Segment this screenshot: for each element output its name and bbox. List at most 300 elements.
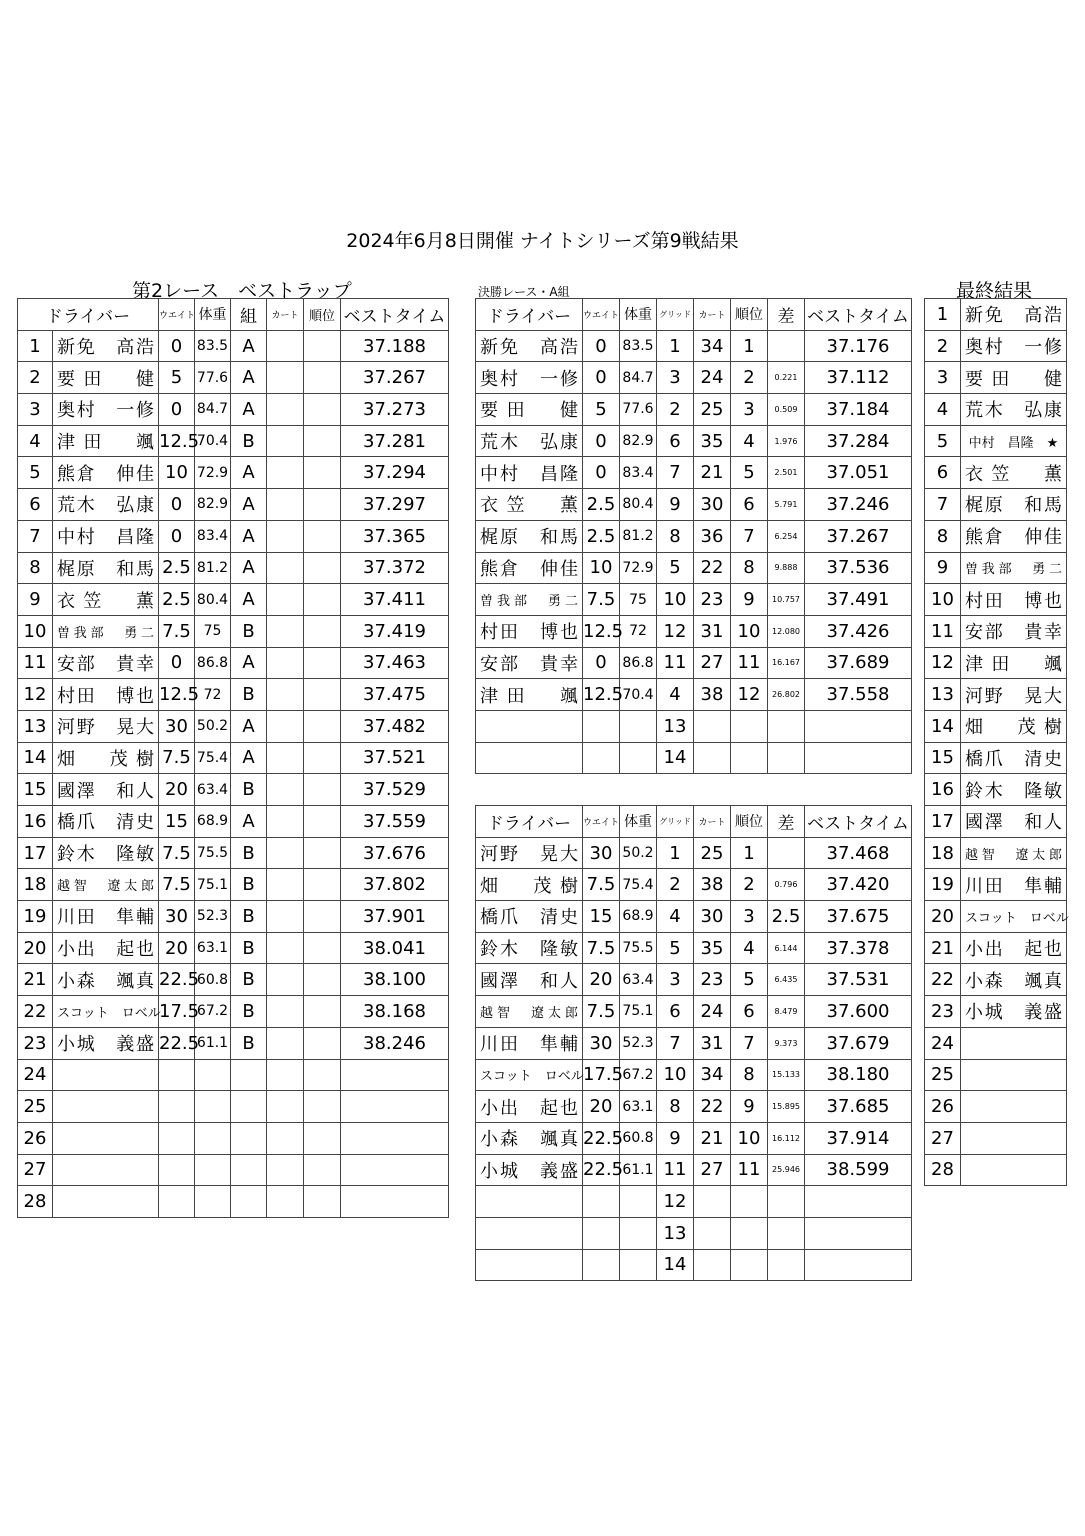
table-cell: 37.482 [341,710,449,742]
table-cell [768,1186,805,1218]
driver-name: 曽我部 勇二 [476,584,583,616]
table-cell: 9 [731,1091,768,1123]
driver-name [476,1249,583,1281]
table-cell [304,837,341,869]
table-cell: 7.5 [159,869,195,901]
table-cell: 16 [18,806,53,838]
table-cell: 63.1 [195,932,231,964]
page-title: 2024年6月8日開催 ナイトシリーズ第9戦結果 [346,230,739,252]
table-cell [267,837,304,869]
table-cell: 37.802 [341,869,449,901]
table-cell: 2 [731,869,768,901]
final-position: 2 [925,330,961,362]
table-cell: 4 [657,901,694,933]
driver-name: 小城 義盛 [476,1154,583,1186]
final-position: 14 [925,710,961,742]
table-cell [583,1186,620,1218]
table-row [18,742,449,774]
table-row [925,1154,1067,1186]
table-cell: 37.914 [805,1122,912,1154]
driver-name: 村田 博也 [53,679,159,711]
table-cell [694,1186,731,1218]
table-cell [267,710,304,742]
table-cell: 9 [657,1122,694,1154]
table-row [476,520,912,552]
table-cell [304,584,341,616]
driver-name: 曽我部 勇二 [961,552,1067,584]
driver-name [53,1186,159,1218]
header-col: ドライバー [476,806,583,838]
table-cell: 7 [657,457,694,489]
table-row [925,299,1067,331]
table-cell [694,710,731,742]
header-col: 差 [768,299,805,331]
table-row [476,932,912,964]
table-cell: 0 [583,647,620,679]
final-position: 20 [925,901,961,933]
final-position: 10 [925,584,961,616]
finalA-table [475,298,912,774]
driver-name: 川田 隼輔 [961,869,1067,901]
driver-name: 中村 昌隆 ★ [961,425,1067,457]
table-row [476,330,912,362]
table-row [18,362,449,394]
table-cell: 10 [657,1059,694,1091]
header-col: 順位 [731,299,768,331]
table-cell: 37.600 [805,996,912,1028]
final-position: 22 [925,964,961,996]
table-cell [231,1091,267,1123]
table-row [476,647,912,679]
table-cell: 10 [731,615,768,647]
table-cell: 30 [159,901,195,933]
table-row [18,679,449,711]
table-cell: 8 [657,1091,694,1123]
table-row [18,615,449,647]
table-cell [231,1186,267,1218]
table-cell [731,1186,768,1218]
header-col: 差 [768,806,805,838]
table-cell: 20 [18,932,53,964]
final-position: 8 [925,520,961,552]
table-cell: 7.5 [583,932,620,964]
table-cell: 61.1 [195,1027,231,1059]
table-cell: 13 [657,710,694,742]
table-cell: 37.420 [805,869,912,901]
driver-name: 橋爪 清史 [53,806,159,838]
table-cell [267,1059,304,1091]
table-cell: 63.4 [620,964,657,996]
table-cell [620,742,657,774]
table-cell: 38.180 [805,1059,912,1091]
table-cell [304,710,341,742]
header-col: ウエイト [583,806,620,838]
table-cell [267,996,304,1028]
table-cell [267,1122,304,1154]
table-row [18,774,449,806]
table-cell [267,742,304,774]
table-row [476,901,912,933]
table-row [925,394,1067,426]
table-cell: 22.5 [583,1154,620,1186]
table-cell [805,1217,912,1249]
table-row [476,679,912,711]
table-cell: 10 [18,615,53,647]
table-cell [731,1249,768,1281]
table-cell: 70.4 [195,425,231,457]
driver-name [961,1027,1067,1059]
table-row [476,425,912,457]
table-cell: 72.9 [620,552,657,584]
table-cell: 10 [583,552,620,584]
finalA-caption: 決勝レース・A組 [478,285,570,299]
table-row [18,1154,449,1186]
table-cell [304,679,341,711]
table-cell: 23 [694,964,731,996]
table-cell: 60.8 [195,964,231,996]
table-row [925,996,1067,1028]
table-row [476,1091,912,1123]
table-cell: 21 [694,457,731,489]
table-cell [304,330,341,362]
table-cell [267,1154,304,1186]
table-row [476,1027,912,1059]
table-cell [304,1122,341,1154]
table-cell: 0 [583,425,620,457]
table-cell: 37.267 [341,362,449,394]
table-cell: 7.5 [583,996,620,1028]
table-cell: 6.144 [768,932,805,964]
table-cell: 18 [18,869,53,901]
table-cell: 7.5 [583,869,620,901]
table-cell: 37.676 [341,837,449,869]
table-cell: 0 [159,330,195,362]
table-cell: 12 [657,615,694,647]
table-cell: 2 [657,869,694,901]
header-col: ベストタイム [341,299,449,331]
table-row [18,584,449,616]
table-cell: A [231,330,267,362]
table-row [925,774,1067,806]
table-cell [304,774,341,806]
driver-name: 河野 晃大 [53,710,159,742]
table-row [18,964,449,996]
table-cell: 13 [657,1217,694,1249]
driver-name [961,1154,1067,1186]
driver-name: 小森 颯真 [476,1122,583,1154]
table-row [476,489,912,521]
table-cell: 75.4 [195,742,231,774]
table-cell [267,806,304,838]
table-cell: 7 [657,1027,694,1059]
table-cell: 1 [657,837,694,869]
table-cell: 68.9 [195,806,231,838]
table-row [925,1122,1067,1154]
header-row [476,299,912,331]
table-cell: 34 [694,1059,731,1091]
driver-name [53,1091,159,1123]
table-cell: 1 [657,330,694,362]
table-cell: 22.5 [159,1027,195,1059]
final-position: 4 [925,394,961,426]
table-row [925,489,1067,521]
table-cell: 37.679 [805,1027,912,1059]
table-cell: 11 [731,1154,768,1186]
table-cell: 80.4 [195,584,231,616]
table-cell: 4 [18,425,53,457]
final-position: 18 [925,837,961,869]
table-cell: A [231,710,267,742]
table-cell: 30 [694,901,731,933]
table-cell [805,1186,912,1218]
table-cell: 63.1 [620,1091,657,1123]
race2-caption: 第2レース ベストラップ [132,280,352,302]
table-cell [304,394,341,426]
table-cell [159,1186,195,1218]
table-row [925,425,1067,457]
table-cell: 24 [18,1059,53,1091]
driver-name: 小城 義盛 [53,1027,159,1059]
table-cell: B [231,1027,267,1059]
table-cell: 37.297 [341,489,449,521]
table-cell: 22 [694,552,731,584]
table-cell [304,1059,341,1091]
driver-name [53,1122,159,1154]
header-col: 組 [231,299,267,331]
table-row [925,710,1067,742]
table-cell: 37.273 [341,394,449,426]
table-cell: 81.2 [620,520,657,552]
final-position: 7 [925,489,961,521]
table-cell: 1.976 [768,425,805,457]
table-cell: 37.559 [341,806,449,838]
header-col: カート [267,299,304,331]
table-cell: 27 [694,1154,731,1186]
table-cell: 5 [731,964,768,996]
table-cell: 8 [731,552,768,584]
driver-name: 畑 茂樹 [476,869,583,901]
table-cell: A [231,647,267,679]
table-cell [267,964,304,996]
table-cell: 37.284 [805,425,912,457]
driver-name: 荒木 弘康 [961,394,1067,426]
table-cell [304,996,341,1028]
table-cell: 34 [694,330,731,362]
driver-name: 小城 義盛 [961,996,1067,1028]
table-cell: 20 [583,964,620,996]
driver-name: 梶原 和馬 [476,520,583,552]
table-cell: A [231,362,267,394]
table-cell: A [231,742,267,774]
table-cell: 5 [731,457,768,489]
driver-name: 小森 颯真 [53,964,159,996]
table-cell [267,362,304,394]
table-cell [304,615,341,647]
table-cell: 14 [18,742,53,774]
table-cell: 52.3 [195,901,231,933]
table-cell: 52.3 [620,1027,657,1059]
table-cell: 37.531 [805,964,912,996]
table-row [18,901,449,933]
table-cell: 1 [731,837,768,869]
driver-name: 要田 健 [476,394,583,426]
table-cell: 2.5 [583,489,620,521]
table-cell [195,1122,231,1154]
table-cell: 25 [18,1091,53,1123]
table-cell: 17.5 [583,1059,620,1091]
table-cell [231,1122,267,1154]
table-cell: 82.9 [195,489,231,521]
table-row [476,996,912,1028]
table-cell: 9 [18,584,53,616]
table-cell: 10 [657,584,694,616]
table-cell: 72 [620,615,657,647]
table-cell: 7.5 [159,615,195,647]
table-row [925,615,1067,647]
table-cell: 3 [731,394,768,426]
table-cell: 37.051 [805,457,912,489]
table-cell: 81.2 [195,552,231,584]
table-cell: 2.5 [768,901,805,933]
table-cell [267,615,304,647]
table-cell: 36 [694,520,731,552]
table-cell [304,806,341,838]
table-cell: 20 [159,932,195,964]
table-cell [768,330,805,362]
table-cell [304,1154,341,1186]
table-cell: 2 [657,394,694,426]
table-cell: 84.7 [195,394,231,426]
table-row [476,615,912,647]
table-cell [304,1186,341,1218]
header-col: グリッド [657,806,694,838]
final-position: 26 [925,1091,961,1123]
table-cell [304,1091,341,1123]
table-cell: 83.4 [620,457,657,489]
table-row [925,901,1067,933]
table-cell: 21 [18,964,53,996]
driver-name: 村田 博也 [961,584,1067,616]
table-row [476,837,912,869]
table-cell [267,489,304,521]
table-row [476,552,912,584]
table-cell: 22 [694,1091,731,1123]
table-cell: 26 [18,1122,53,1154]
driver-name: 津田 颯 [961,647,1067,679]
driver-name: 要田 健 [961,362,1067,394]
table-cell: 70.4 [620,679,657,711]
final-position: 24 [925,1027,961,1059]
table-cell: 15 [159,806,195,838]
table-cell [267,394,304,426]
table-cell: 9.888 [768,552,805,584]
table-cell: 4 [657,679,694,711]
table-cell: 30 [159,710,195,742]
table-cell [195,1186,231,1218]
table-cell: 38.041 [341,932,449,964]
driver-name: 熊倉 伸佳 [476,552,583,584]
table-cell: 15.895 [768,1091,805,1123]
table-cell: 25.946 [768,1154,805,1186]
table-cell: 72 [195,679,231,711]
table-cell: B [231,964,267,996]
table-row [476,1059,912,1091]
table-cell: 0 [583,362,620,394]
final-position: 5 [925,425,961,457]
driver-name: 國澤 和人 [961,806,1067,838]
final-position: 17 [925,806,961,838]
table-cell: 0 [159,394,195,426]
driver-name: 新免 高浩 [476,330,583,362]
table-cell: 37.685 [805,1091,912,1123]
driver-name: 安部 貴幸 [961,615,1067,647]
table-row [18,710,449,742]
table-cell: 20 [583,1091,620,1123]
table-cell: 30 [694,489,731,521]
table-cell: 63.4 [195,774,231,806]
table-cell: 37.112 [805,362,912,394]
driver-name [961,1122,1067,1154]
table-cell: A [231,457,267,489]
final-position: 25 [925,1059,961,1091]
table-row [925,457,1067,489]
table-cell: 10 [159,457,195,489]
table-cell: B [231,615,267,647]
table-cell: A [231,520,267,552]
table-cell: A [231,394,267,426]
table-cell: 75.1 [195,869,231,901]
table-cell: 37.475 [341,679,449,711]
final-caption: 最終結果 [956,280,1033,302]
table-cell: A [231,489,267,521]
table-cell [304,742,341,774]
table-cell [805,1249,912,1281]
table-cell [304,647,341,679]
table-cell: 26.802 [768,679,805,711]
table-cell [267,457,304,489]
final-position: 23 [925,996,961,1028]
table-row [925,1091,1067,1123]
table-row [925,647,1067,679]
table-cell: 12.5 [583,615,620,647]
table-cell [304,552,341,584]
driver-name: 小出 起也 [476,1091,583,1123]
driver-name: 梶原 和馬 [961,489,1067,521]
table-cell: B [231,996,267,1028]
table-cell: 37.529 [341,774,449,806]
table-cell: 83.5 [195,330,231,362]
table-row [925,837,1067,869]
table-cell: 0 [583,330,620,362]
driver-name: 畑 茂樹 [53,742,159,774]
driver-name: 安部 貴幸 [476,647,583,679]
table-cell: 35 [694,932,731,964]
table-cell [159,1122,195,1154]
final-position: 15 [925,742,961,774]
table-cell [304,964,341,996]
table-cell: 12.5 [583,679,620,711]
table-cell: 50.2 [195,710,231,742]
table-cell: 77.6 [195,362,231,394]
table-cell [304,457,341,489]
table-cell: 23 [18,1027,53,1059]
table-cell [159,1091,195,1123]
table-row [925,520,1067,552]
finalB-table [475,805,912,1281]
table-cell: 5 [657,932,694,964]
table-cell [341,1059,449,1091]
table-cell [731,1217,768,1249]
